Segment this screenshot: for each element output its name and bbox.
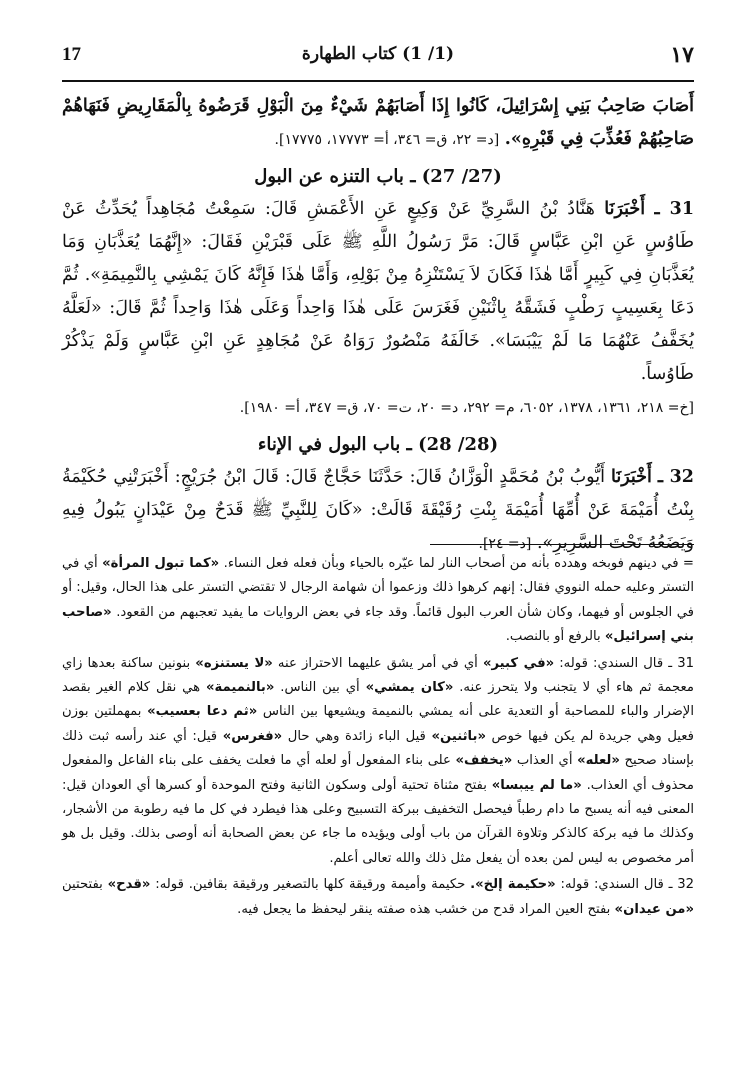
header-rule — [62, 80, 694, 82]
note-text: هي نقل كلام الغير بقصد الإضرار والباء للمصاحبة أو التعدية على أنه يمشي بالنميمة ويشيعها بين الناس — [62, 680, 694, 720]
note-text: 32 ـ قال السندي: قوله: — [560, 877, 695, 893]
note-keyword: «ما لم ييبسا» — [491, 777, 582, 793]
running-header — [62, 42, 694, 72]
hadith-31-text: هَنَّادُ بْنُ السَّرِيِّ عَنْ وَكِيعٍ عَنِ الأَعْمَشِ قَالَ: سَمِعْتُ مُجَاهِداً يُحَدِّثُ عَنْ طَاوُسٍ عَنِ ابْنِ عَبَّاسٍ قَالَ: مَرَّ رَسُولُ اللَّهِ ﷺ عَلَى قَبْرَيْنِ فَقَالَ: «إِنَّهُمَا يُعَذَّبَانِ وَمَا يُعَذَّبَانِ فِي كَبِيرٍ أَمَّا هٰذَا فَكَانَ لاَ يَسْتَنْزِهُ مِنْ بَوْلِهِ، وَأَمَّا هٰذَا فَإِنَّهُ كَانَ يَمْشِي بِالنَّمِيمَةِ». ثُمَّ دَعَا بِعَسِيبٍ رَطْبٍ فَشَقَّهُ بِاثْنَيْنِ فَغَرَسَ عَلَى هٰذَا وَاحِداً وَعَلَى هٰذَا وَاحِداً ثُمَّ قَالَ: «لَعَلَّهُ يُخَفَّفُ عَنْهُمَا مَا لَمْ يَيْبَسَا». خَالَفَهُ مَنْصُورٌ رَوَاهُ عَنْ مُجَاهِدٍ عَنِ ابْنِ عَبَّاسٍ وَلَمْ يَذْكُرْ طَاوُساً. — [62, 199, 694, 384]
note-text: قيل الباء زائدة وهي حال — [287, 728, 426, 744]
note-keyword: «قدح» — [107, 877, 151, 893]
note-text: بفتحتين — [62, 877, 103, 893]
note-keyword: «يخفف» — [455, 753, 513, 769]
note-keyword: «كما تبول المرأة» — [102, 556, 220, 571]
note-text: أي بين الناس. — [280, 680, 360, 696]
intro-text: أَصَابَ صَاحِبُ بَنِي إِسْرَائِيلَ، كَانُوا إِذَا أَصَابَهُمْ شَيْءٌ مِنَ الْبَوْلِ قَرَضُوهُ بِالْمَقَارِيضِ فَنَهَاهُمْ صَاحِبُهُمْ فَعُذِّبَ فِي قَبْرِهِ». — [62, 96, 694, 149]
note-text: أي في أمر يشق عليهما الاحتراز عنه — [277, 655, 478, 671]
note-text: 31 ـ قال السندي: قوله: — [559, 655, 694, 671]
hadith-31 — [62, 193, 694, 391]
note-text: بالرفع أو بالنصب. — [505, 629, 601, 645]
note-keyword: «حكيمة إلخ». — [470, 877, 556, 893]
note-keyword: «صاحب بني إسرائيل» — [62, 604, 694, 645]
note-text: = في دينهم فوبخه وهدده بأنه من أصحاب النار لما عيّره بالحياء وبأن فعله فعل النساء. — [223, 556, 694, 571]
intro-paragraph — [62, 90, 694, 157]
hadith-32 — [62, 461, 694, 561]
note-keyword: «فغرس» — [222, 728, 283, 744]
chapter-27-heading: (27/ 27) ـ باب التنزه عن البول — [254, 166, 502, 187]
note-text: بمهملتين بوزن فعيل وهي جريدة لم يكن فيها خوص — [62, 704, 694, 744]
hadith-31-reference-line — [62, 391, 694, 425]
note-text: قيل: أي عند رأسه ثبت ذلك بإسناد صحيح — [62, 728, 694, 769]
footnote-31 — [62, 652, 694, 872]
note-text: حكيمة وأميمة ورقيقة كلها بالتصغير ورقيقة بقافين. قوله: — [155, 877, 466, 893]
hadith-32-text: أَيُّوبُ بْنُ مُحَمَّدٍ الْوَزَّانُ قَالَ: حَدَّثَنَا حَجَّاجٌ قَالَ: قَالَ ابْنُ جُرَيْجٍ: أَخْبَرَتْنِي حُكَيْمَةُ بِنْتُ أُمَيْمَةَ عَنْ أُمِّهَا أُمَيْمَةَ بِنْتِ رُقَيْقَةَ قَالَتْ: «كَانَ لِلنَّبِيِّ ﷺ قَدَحٌ مِنْ عَيْدَانٍ يَبُولُ فِيهِ وَيَضَعُهُ تَحْتَ السَّرِيرِ». — [62, 467, 694, 553]
hadith-32-narrator: أَخْبَرَنَا — [611, 467, 652, 487]
note-text: على بناء المفعول أو لعله أي ما فعلت يخفف على بناء الفاعل والمفعول محذوف أي العذاب. — [62, 753, 694, 793]
header-title: (1/ 1) كتاب الطهارة — [301, 44, 455, 64]
note-text: أي في التستر وعليه حمله النووي فقال: إنهم كرهوا ذلك وزعموا أن شهامة الرجال لا تقتضي التستر على هذا الحال، وقيل: أو في الجلوس أو فيهما، وكان شأن العرب البول قائماً. وقد جاء في بعض الروايات ما يفيد تعجبهم من القعود. — [62, 556, 694, 620]
page-number-arabic: ١٧ — [670, 42, 694, 68]
main-text — [62, 90, 694, 561]
note-keyword: «باثنين» — [431, 728, 486, 744]
hadith-31-reference: [خ= ٢١٨، ١٣٦١، ١٣٧٨، ٦٠٥٢، م= ٢٩٢، د= ٢٠، ت= ٧٠، ق= ٣٤٧، أ= ١٩٨٠]. — [239, 400, 694, 416]
note-keyword: «لا يستنزه» — [195, 655, 273, 671]
note-keyword: «في كبير» — [482, 655, 555, 671]
note-keyword: «كان يمشي» — [365, 680, 454, 696]
note-keyword: «من عيدان» — [614, 901, 694, 917]
note-text: بنونين ساكنة بعدها زاي معجمة ثم هاء أي لا يتجنب ولا يتحرز عنه. — [62, 655, 694, 696]
intro-reference: [د= ٢٢، ق= ٣٤٦، أ= ١٧٧٧٣، ١٧٧٧٥]. — [274, 132, 500, 148]
note-text: أي العذاب — [516, 753, 573, 769]
chapter-28-heading: (28/ 28) ـ باب البول في الإناء — [257, 434, 499, 455]
note-text: بفتح مثناة تحتية أولى وسكون الثانية وفتح الموحدة أو كسرها أي العودان قيل: المعنى فيه أنه يسبح ما دام رطباً فيحصل التخفيف ببركة التسبيح وعلى هذا فيطرد في كل ما فيه رطوبة من الأشجار، وكذلك ما فيه بركة كالذكر وتلاوة القرآن من باب أولى ويؤيده ما جاء عن بعض الصحابة أنه أوصى بذلك. وقيل بل هو أمر مخصوص به ليس لمن بعده أن يفعل مثل ذلك والله تعالى أعلم. — [62, 777, 694, 866]
book-page — [62, 0, 694, 1078]
footnotes — [62, 552, 694, 924]
hadith-32-reference: [د= ٢٤]. — [478, 536, 532, 552]
footnote-continuation — [62, 552, 694, 650]
note-keyword: «ثم دعا بعسيب» — [147, 704, 258, 720]
page-number-latin: 17 — [62, 44, 81, 65]
hadith-31-narrator: أَخْبَرَنَا — [604, 199, 646, 219]
note-keyword: «لعله» — [577, 753, 620, 769]
note-keyword: «بالنميمة» — [206, 680, 275, 696]
hadith-32-number: 32 ـ — [657, 467, 694, 487]
note-text: بفتح العين المراد قدح من خشب هذه صفته ينقر ليحفظ ما يجعل فيه. — [237, 901, 611, 917]
footnote-32 — [62, 873, 694, 922]
hadith-31-number: 31 ـ — [654, 199, 694, 219]
footnote-separator — [430, 544, 694, 545]
